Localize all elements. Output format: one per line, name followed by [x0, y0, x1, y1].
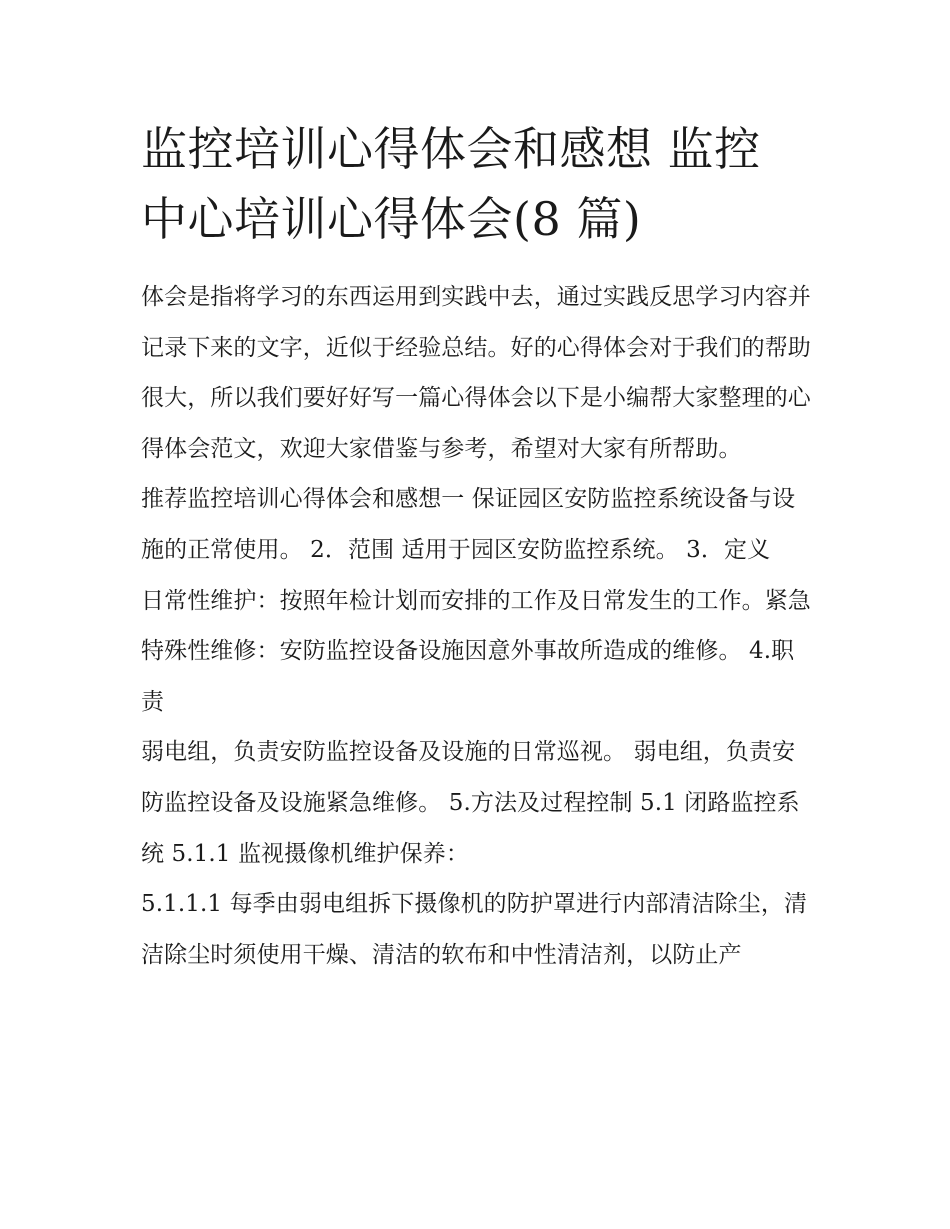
paragraph-responsibilities: 弱电组，负责安防监控设备及设施的日常巡视。 弱电组，负责安防监控设备及设施紧急维修。 5.方法及过程控制 5.1 闭路监控系统 5.1.1 监视摄像机维护保养： — [141, 739, 800, 867]
paragraph-intro: 体会是指将学习的东西运用到实践中去，通过实践反思学习内容并记录下来的文字，近似于经验总结。好的心得体会对于我们的帮助很大，所以我们要好好写一篇心得体会以下是小编帮大家整理的心得体会范文，欢迎大家借鉴与参考，希望对大家有所帮助。 — [141, 284, 811, 462]
document-body — [141, 114, 816, 980]
paragraph-purpose-scope: 推荐监控培训心得体会和感想一 保证园区安防监控系统设备与设施的正常使用。 2．范围 适用于园区安防监控系统。 3．定义 — [141, 486, 796, 563]
paragraph-definitions: 日常性维护：按照年检计划而安排的工作及日常发生的工作。紧急特殊性维修：安防监控设备设施因意外事故所造成的维修。 4.职责 — [141, 587, 811, 715]
paragraph-maintenance: 5.1.1.1 每季由弱电组拆下摄像机的防护罩进行内部清洁除尘，清洁除尘时须使用干燥、清洁的软布和中性清洁剂，以防止产 — [141, 891, 808, 968]
document-title — [141, 114, 816, 254]
title-line-2: 中心培训心得体会(8 篇) — [141, 192, 642, 246]
title-line-1: 监控培训心得体会和感想 监控 — [141, 122, 761, 176]
